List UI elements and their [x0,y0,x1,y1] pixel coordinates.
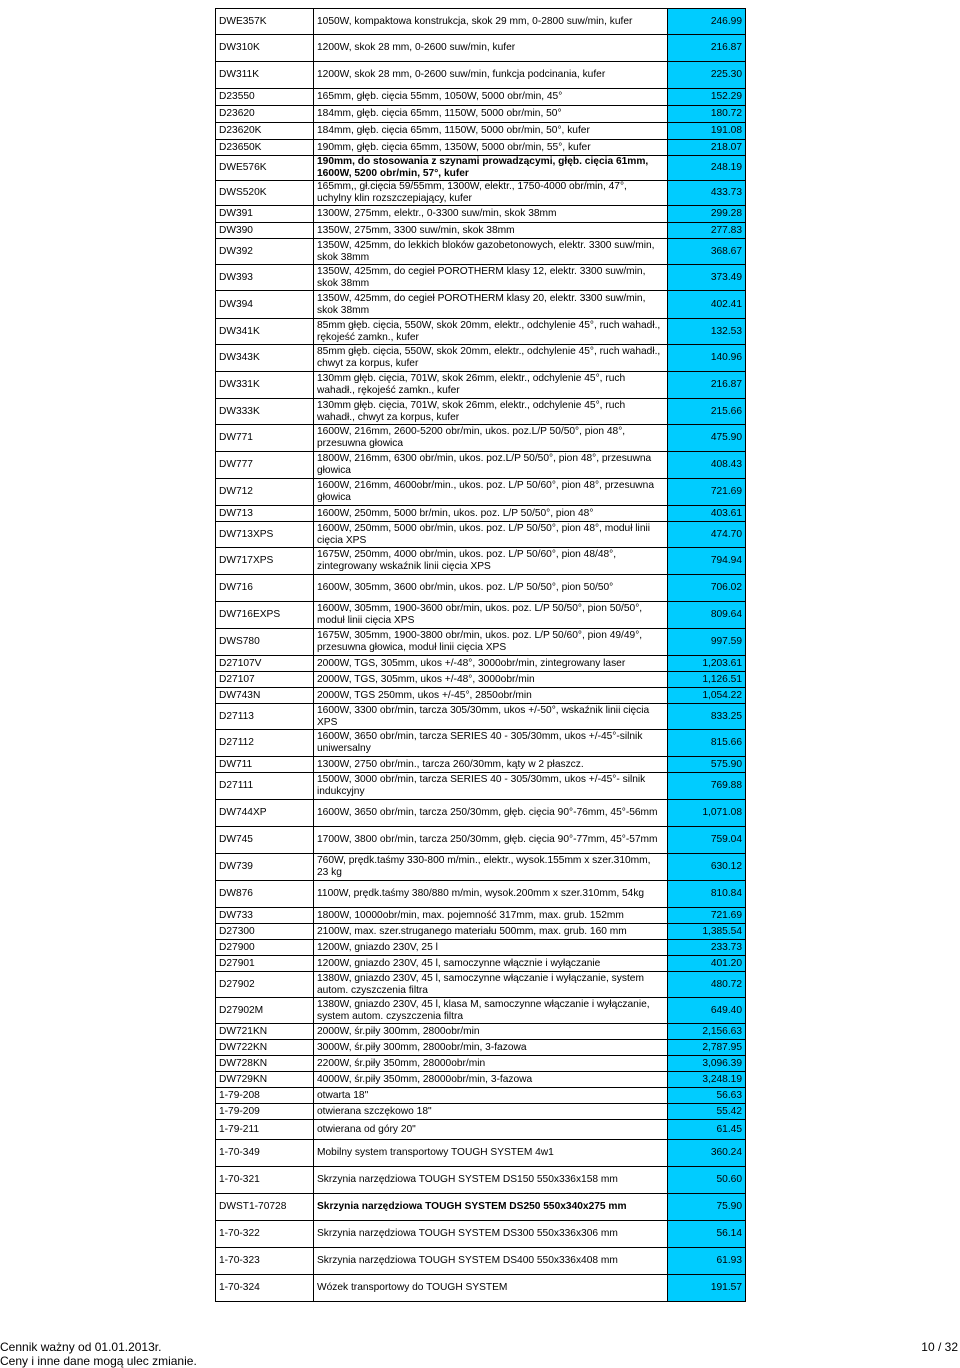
product-price: 191.08 [668,123,746,140]
product-price: 401.20 [668,956,746,972]
product-description: 1350W, 425mm, do cegieł POROTHERM klasy 20, elektr. 3300 suw/min, skok 38mm [314,291,668,319]
product-description: 1600W, 3650 obr/min, tarcza SERIES 40 - 305/30mm, ukos +/-45°-silnik uniwersalny [314,730,668,757]
product-description: 1800W, 216mm, 6300 obr/min, ukos. poz.L/P 50/50°, pion 48°, przesuwna głowica [314,452,668,479]
product-code: DW393 [216,265,314,291]
product-price: 360.24 [668,1140,746,1167]
product-code: DW391 [216,206,314,223]
product-description: 1100W, prędk.taśmy 380/880 m/min, wysok.200mm x szer.310mm, 54kg [314,881,668,908]
product-code: DW745 [216,827,314,854]
product-price: 721.69 [668,479,746,506]
product-price: 759.04 [668,827,746,854]
product-price: 152.29 [668,89,746,106]
product-price: 1,071.08 [668,800,746,827]
product-price: 721.69 [668,908,746,924]
footer-validity: Cennik ważny od 01.01.2013r. [0,1340,162,1354]
product-code: DW716EXPS [216,602,314,629]
product-description: 3000W, śr.piły 300mm, 2800obr/min, 3-fazowa [314,1040,668,1056]
product-code: DW743N [216,688,314,704]
product-description: 130mm głęb. cięcia, 701W, skok 26mm, elektr., odchylenie 45°, ruch wahadł., rękojeść zamkn., kufer [314,372,668,399]
product-price: 2,156.63 [668,1024,746,1040]
table-row [216,854,746,881]
product-price: 373.49 [668,265,746,291]
product-code: D23620K [216,123,314,140]
product-code: D27113 [216,704,314,730]
product-price: 368.67 [668,239,746,265]
product-code: D23620 [216,106,314,123]
product-description: otwarta 18" [314,1088,668,1104]
product-price: 56.14 [668,1221,746,1248]
product-code: DW711 [216,757,314,773]
product-price: 474.70 [668,522,746,548]
product-price: 2,787.95 [668,1040,746,1056]
table-row [216,704,746,730]
table-row [216,757,746,773]
product-code: DWE576K [216,156,314,181]
table-row [216,319,746,345]
product-code: DW333K [216,399,314,425]
product-description: 1200W, skok 28 mm, 0-2600 suw/min, kufer [314,35,668,62]
table-row [216,1248,746,1275]
table-row [216,908,746,924]
product-price: 1,385.54 [668,924,746,940]
product-code: DWS520K [216,181,314,206]
product-code: 1-70-322 [216,1221,314,1248]
page-number: 10 / 32 [921,1340,958,1354]
product-code: DW716 [216,575,314,602]
product-code: D23650K [216,140,314,156]
product-description: 2200W, śr.piły 350mm, 28000obr/min [314,1056,668,1072]
product-description: 1200W, gniazdo 230V, 25 l [314,940,668,956]
product-description: 1700W, 3800 obr/min, tarcza 250/30mm, głęb. cięcia 90°-77mm, 45°-57mm [314,827,668,854]
product-code: 1-79-211 [216,1120,314,1140]
table-row [216,1120,746,1140]
table-row [216,1194,746,1221]
product-description: 1200W, skok 28 mm, 0-2600 suw/min, funkcja podcinania, kufer [314,62,668,89]
product-price: 55.42 [668,1104,746,1120]
product-price: 56.63 [668,1088,746,1104]
product-code: 1-70-324 [216,1275,314,1302]
product-price: 810.84 [668,881,746,908]
product-description: 85mm głęb. cięcia, 550W, skok 20mm, elektr., odchylenie 45°, ruch wahadł., chwyt za korpus, kufer [314,345,668,372]
product-description: 1600W, 3300 obr/min, tarcza 305/30mm, ukos +/-50°, wskaźnik linii cięcia XPS [314,704,668,730]
table-row [216,1275,746,1302]
table-row [216,548,746,575]
table-row [216,89,746,106]
product-description: Skrzynia narzędziowa TOUGH SYSTEM DS400 550x336x408 mm [314,1248,668,1275]
product-code: DW311K [216,62,314,89]
product-code: DW713XPS [216,522,314,548]
product-price: 475.90 [668,425,746,452]
product-price: 233.73 [668,940,746,956]
table-row [216,156,746,181]
product-code: DW341K [216,319,314,345]
product-code: DW712 [216,479,314,506]
product-description: 1600W, 216mm, 4600obr/min., ukos. poz. L/P 50/60°, pion 48°, przesuwna głowica [314,479,668,506]
product-price: 132.53 [668,319,746,345]
product-price: 833.25 [668,704,746,730]
product-code: DW722KN [216,1040,314,1056]
product-code: DW733 [216,908,314,924]
table-row [216,1140,746,1167]
product-price: 769.88 [668,773,746,800]
table-row [216,800,746,827]
product-description: 2000W, TGS, 305mm, ukos +/-48°, 3000obr/min, zintegrowany laser [314,656,668,672]
product-description: 165mm, głęb. cięcia 55mm, 1050W, 5000 obr/min, 45° [314,89,668,106]
table-row [216,506,746,522]
product-code: 1-70-321 [216,1167,314,1194]
product-description: 1350W, 425mm, do cegieł POROTHERM klasy 12, elektr. 3300 suw/min, skok 38mm [314,265,668,291]
product-price: 433.73 [668,181,746,206]
table-row [216,940,746,956]
product-code: D27107V [216,656,314,672]
product-description: 85mm głęb. cięcia, 550W, skok 20mm, elektr., odchylenie 45°, ruch wahadł., rękojeść zamkn., kufer [314,319,668,345]
table-row [216,106,746,123]
product-code: DW343K [216,345,314,372]
product-code: DW390 [216,223,314,239]
product-price: 75.90 [668,1194,746,1221]
product-description: 190mm, do stosowania z szynami prowadzącymi, głęb. cięcia 61mm, 1600W, 5200 obr/min, 57°, kufer [314,156,668,181]
product-price: 575.90 [668,757,746,773]
product-code: D27111 [216,773,314,800]
product-code: D23550 [216,89,314,106]
table-row [216,656,746,672]
product-price: 809.64 [668,602,746,629]
price-table [215,8,746,1302]
product-description: 1350W, 425mm, do lekkich bloków gazobetonowych, elektr. 3300 suw/min, skok 38mm [314,239,668,265]
product-code: DW721KN [216,1024,314,1040]
product-price: 248.19 [668,156,746,181]
product-price: 225.30 [668,62,746,89]
product-code: D27900 [216,940,314,956]
product-price: 706.02 [668,575,746,602]
table-row [216,575,746,602]
table-row [216,881,746,908]
product-code: D27902 [216,972,314,998]
product-price: 1,126.51 [668,672,746,688]
product-description: 1600W, 3650 obr/min, tarcza 250/30mm, głęb. cięcia 90°-76mm, 45°-56mm [314,800,668,827]
table-row [216,291,746,319]
product-code: DW771 [216,425,314,452]
table-row [216,1167,746,1194]
table-row [216,688,746,704]
product-price: 140.96 [668,345,746,372]
table-row [216,479,746,506]
product-price: 61.93 [668,1248,746,1275]
product-price: 630.12 [668,854,746,881]
product-description: 1200W, gniazdo 230V, 45 l, samoczynne włącznie i wyłączanie [314,956,668,972]
table-row [216,35,746,62]
table-row [216,140,746,156]
product-price: 815.66 [668,730,746,757]
product-description: 184mm, głęb. cięcia 65mm, 1150W, 5000 obr/min, 50° [314,106,668,123]
product-description: 1050W, kompaktowa konstrukcja, skok 29 mm, 0-2800 suw/min, kufer [314,9,668,35]
product-price: 180.72 [668,106,746,123]
table-row [216,425,746,452]
product-code: DW392 [216,239,314,265]
product-price: 3,096.39 [668,1056,746,1072]
product-description: 1675W, 305mm, 1900-3800 obr/min, ukos. poz. L/P 50/60°, pion 49/49°, przesuwna głowica, moduł linii cięcia XPS [314,629,668,656]
product-price: 50.60 [668,1167,746,1194]
product-code: DW713 [216,506,314,522]
table-row [216,372,746,399]
table-row [216,9,746,35]
table-row [216,602,746,629]
product-price: 277.83 [668,223,746,239]
product-code: DW739 [216,854,314,881]
product-description: 190mm, głęb. cięcia 65mm, 1350W, 5000 obr/min, 55°, kufer [314,140,668,156]
product-description: 1800W, 10000obr/min, max. pojemność 317mm, max. grub. 152mm [314,908,668,924]
table-row [216,956,746,972]
product-description: otwierana szczękowo 18" [314,1104,668,1120]
product-price: 216.87 [668,35,746,62]
table-row [216,452,746,479]
product-description: 1600W, 250mm, 5000 obr/min, ukos. poz. L/P 50/50°, pion 48°, moduł linii cięcia XPS [314,522,668,548]
product-code: 1-70-323 [216,1248,314,1275]
product-price: 61.45 [668,1120,746,1140]
table-row [216,827,746,854]
product-description: 1675W, 250mm, 4000 obr/min, ukos. poz. L/P 50/60°, pion 48/48°, zintegrowany wskaźnik linii cięcia XPS [314,548,668,575]
product-description: Wózek transportowy do TOUGH SYSTEM [314,1275,668,1302]
product-description: 2000W, TGS, 305mm, ukos +/-48°, 3000obr/min [314,672,668,688]
table-row [216,345,746,372]
product-price: 246.99 [668,9,746,35]
product-code: DW331K [216,372,314,399]
product-price: 216.87 [668,372,746,399]
product-code: DW777 [216,452,314,479]
product-code: DW717XPS [216,548,314,575]
product-price: 1,203.61 [668,656,746,672]
product-price: 794.94 [668,548,746,575]
product-description: 1380W, gniazdo 230V, 45 l, samoczynne włączanie i wyłączanie, system autom. czyszczenia filtra [314,972,668,998]
product-price: 1,054.22 [668,688,746,704]
table-row [216,1072,746,1088]
product-code: DW310K [216,35,314,62]
product-code: 1-79-209 [216,1104,314,1120]
product-description: Mobilny system transportowy TOUGH SYSTEM 4w1 [314,1140,668,1167]
table-row [216,629,746,656]
product-price: 218.07 [668,140,746,156]
product-code: 1-79-208 [216,1088,314,1104]
table-row [216,1221,746,1248]
product-price: 402.41 [668,291,746,319]
table-row [216,1040,746,1056]
product-code: D27112 [216,730,314,757]
product-code: DWE357K [216,9,314,35]
table-row [216,1104,746,1120]
product-description: 1600W, 250mm, 5000 br/min, ukos. poz. L/P 50/50°, pion 48° [314,506,668,522]
table-row [216,972,746,998]
table-row [216,1056,746,1072]
product-code: DW728KN [216,1056,314,1072]
table-row [216,1088,746,1104]
table-row [216,1024,746,1040]
product-price: 215.66 [668,399,746,425]
product-code: D27902M [216,998,314,1024]
product-code: DW744XP [216,800,314,827]
product-description: 2000W, TGS 250mm, ukos +/-45°, 2850obr/min [314,688,668,704]
product-description: 4000W, śr.piły 350mm, 28000obr/min, 3-fazowa [314,1072,668,1088]
product-description: 2000W, śr.piły 300mm, 2800obr/min [314,1024,668,1040]
product-price: 480.72 [668,972,746,998]
table-row [216,123,746,140]
product-code: 1-70-349 [216,1140,314,1167]
product-description: Skrzynia narzędziowa TOUGH SYSTEM DS300 550x336x306 mm [314,1221,668,1248]
product-description: 2100W, max. szer.struganego materiału 500mm, max. grub. 160 mm [314,924,668,940]
table-row [216,773,746,800]
product-price: 3,248.19 [668,1072,746,1088]
product-code: D27107 [216,672,314,688]
product-code: DWST1-70728 [216,1194,314,1221]
product-price: 408.43 [668,452,746,479]
table-row [216,924,746,940]
table-row [216,181,746,206]
table-row [216,522,746,548]
product-code: D27300 [216,924,314,940]
table-row [216,223,746,239]
product-code: DW729KN [216,1072,314,1088]
product-description: 1300W, 275mm, elektr., 0-3300 suw/min, skok 38mm [314,206,668,223]
product-description: Skrzynia narzędziowa TOUGH SYSTEM DS150 550x336x158 mm [314,1167,668,1194]
table-row [216,672,746,688]
price-table-body [216,9,746,1302]
product-price: 403.61 [668,506,746,522]
table-row [216,730,746,757]
product-description: 1380W, gniazdo 230V, 45 l, klasa M, samoczynne włączanie i wyłączanie, system autom. czyszczenia filtra [314,998,668,1024]
product-description: 1600W, 305mm, 1900-3600 obr/min, ukos. poz. L/P 50/50°, pion 50/50°, moduł linii cięcia XPS [314,602,668,629]
product-description: 1600W, 216mm, 2600-5200 obr/min, ukos. poz.L/P 50/50°, pion 48°, przesuwna głowica [314,425,668,452]
product-code: D27901 [216,956,314,972]
table-row [216,239,746,265]
product-price: 299.28 [668,206,746,223]
product-description: 184mm, głęb. cięcia 65mm, 1150W, 5000 obr/min, 50°, kufer [314,123,668,140]
table-row [216,265,746,291]
product-description: otwierana od góry 20" [314,1120,668,1140]
product-code: DW394 [216,291,314,319]
product-description: Skrzynia narzędziowa TOUGH SYSTEM DS250 550x340x275 mm [314,1194,668,1221]
table-row [216,62,746,89]
product-description: 1300W, 2750 obr/min., tarcza 260/30mm, kąty w 2 płaszcz. [314,757,668,773]
product-description: 1600W, 305mm, 3600 obr/min, ukos. poz. L/P 50/50°, pion 50/50° [314,575,668,602]
product-code: DWS780 [216,629,314,656]
product-price: 997.59 [668,629,746,656]
product-description: 1350W, 275mm, 3300 suw/min, skok 38mm [314,223,668,239]
product-description: 760W, prędk.taśmy 330-800 m/min., elektr., wysok.155mm x szer.310mm, 23 kg [314,854,668,881]
product-description: 130mm głęb. cięcia, 701W, skok 26mm, elektr., odchylenie 45°, ruch wahadł., chwyt za korpus, kufer [314,399,668,425]
footer-note: Ceny i inne dane mogą ulec zmianie. [0,1354,197,1368]
product-description: 1500W, 3000 obr/min, tarcza SERIES 40 - 305/30mm, ukos +/-45°- silnik indukcyjny [314,773,668,800]
product-price: 649.40 [668,998,746,1024]
product-code: DW876 [216,881,314,908]
product-description: 165mm,, gł.cięcia 59/55mm, 1300W, elektr., 1750-4000 obr/min, 47°, uchylny klin rozszczepiający, kufer [314,181,668,206]
table-row [216,399,746,425]
table-row [216,998,746,1024]
product-price: 191.57 [668,1275,746,1302]
table-row [216,206,746,223]
